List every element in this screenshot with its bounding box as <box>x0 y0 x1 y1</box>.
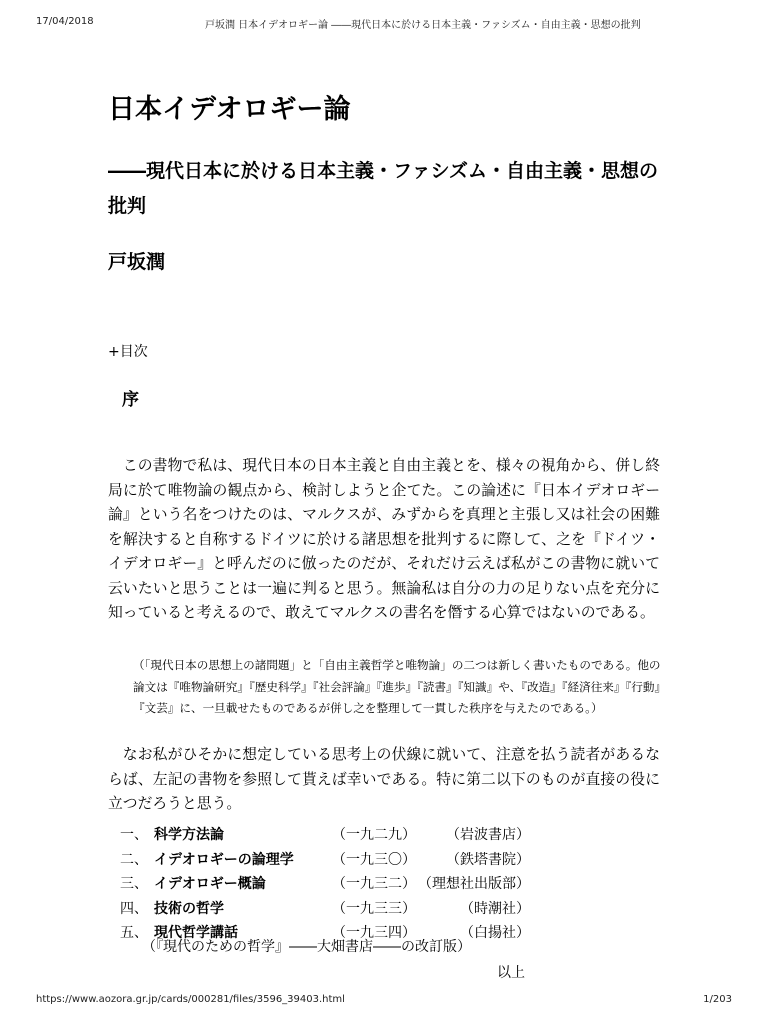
print-date: 17/04/2018 <box>36 16 94 27</box>
bib-number: 一、 <box>120 827 148 843</box>
bib-number: 二、 <box>120 851 148 868</box>
bib-year: （一九三〇） <box>332 851 416 868</box>
preface-paragraph-1: この書物で私は、現代日本の日本主義と自由主義とを、様々の視角から、併し終局に於て唯物論の観点から、検討しようと企てた。この論述に『日本イデオロギー論』という名をつけたのは、マルクスが、みずからを真理と主張し又は社会の困難を解決すると自称するドイツに於ける諸思想を批判するに際して、之を『ドイツ・イデオロギー』と呼んだのに倣ったのだが、それだけ云えば私がこの書物に就いて云いたいと思うことは一遍に判ると思う。無論私は自分の力の足りない点を充分に知っていると考えるので、敢えてマルクスの書名を僭する心算ではないのである。 <box>108 457 660 621</box>
print-footer-url: https://www.aozora.gr.jp/cards/000281/files/3596_39403.html <box>36 994 345 1005</box>
bib-number: 四、 <box>120 900 148 917</box>
bib-title: イデオロギーの論理学 <box>154 851 294 868</box>
preface-paragraph-2: なお私がひそかに想定している思考上の伏線に就いて、注意を払う読者があるならば、左記の書物を参照して貰えば幸いである。特に第二以下のものが直接の役に立つだろうと思う。 <box>108 746 660 812</box>
bib-publisher: （鉄塔書院） <box>446 851 530 868</box>
bib-title: 科学方法論 <box>154 827 224 843</box>
bib-year: （一九三三） <box>332 900 416 917</box>
bib-publisher: （白揚社） <box>460 925 530 941</box>
bib-year: （一九二九） <box>332 827 416 843</box>
author-name: 戸坂潤 <box>108 251 166 273</box>
print-page-number: 1/203 <box>703 994 732 1005</box>
bib-publisher: （時潮社） <box>460 900 530 917</box>
bib-title: イデオロギー概論 <box>154 876 266 892</box>
bib-title: 技術の哲学 <box>154 900 224 917</box>
bib-publisher: （岩波書店） <box>446 827 530 843</box>
bib-number: 五、 <box>120 925 148 941</box>
section-heading: 序 <box>122 390 139 410</box>
closing-mark: 以上 <box>497 965 525 981</box>
toc-toggle-link[interactable]: +目次 <box>108 344 148 360</box>
preface-note: （「現代日本の思想上の諸問題」と「自由主義哲学と唯物論」の二つは新しく書いたものである。他の論文は『唯物論研究』『歴史科学』『社会評論』『進歩』『読書』『知識』や、『改造』『経済往来』『行動』『文芸』に、一旦載せたものであるが併し之を整理して一貫した秩序を与えたのである。） <box>133 658 661 715</box>
print-header-title: 戸坂潤 日本イデオロギー論 ――現代日本に於ける日本主義・ファシズム・自由主義・思想の批判 <box>205 20 641 31</box>
bib-year: （一九三二） <box>332 876 416 892</box>
bib-publisher: （理想社出版部） <box>418 876 530 892</box>
bib-title: 現代哲学講話 <box>154 925 238 941</box>
document-subtitle: ――現代日本に於ける日本主義・ファシズム・自由主義・思想の批判 <box>108 160 659 217</box>
bibliography-note: （『現代のための哲学』――大畑書店――の改訂版） <box>142 939 471 955</box>
bib-year: （一九三四） <box>332 925 416 941</box>
bib-number: 三、 <box>120 876 148 892</box>
document-title: 日本イデオロギー論 <box>108 94 351 125</box>
